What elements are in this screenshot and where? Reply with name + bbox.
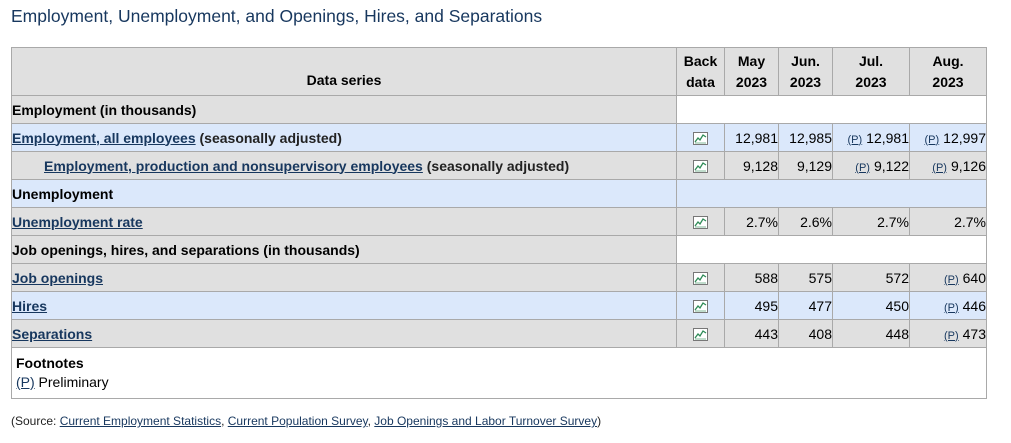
header-month-2 — [779, 48, 833, 96]
section-label: Employment (in thousands) — [12, 96, 677, 124]
chart-icon[interactable] — [693, 216, 708, 229]
value-cell — [833, 208, 910, 236]
chart-icon[interactable] — [693, 300, 708, 313]
value-cell — [910, 208, 987, 236]
table-body — [12, 96, 987, 348]
source-link-ces[interactable]: Current Employment Statistics — [59, 414, 222, 428]
value-cell — [833, 292, 910, 320]
preliminary-marker[interactable]: (P) — [924, 133, 940, 146]
section-fill — [677, 180, 987, 208]
value-cell — [910, 320, 987, 348]
header-month-label: Jul. — [858, 52, 884, 69]
section-row — [12, 180, 987, 208]
source-sep: , — [221, 414, 228, 428]
back-data-cell — [677, 292, 725, 320]
value-cell — [833, 124, 910, 152]
value-cell — [833, 152, 910, 180]
series-name-cell — [12, 152, 677, 180]
value-cell — [725, 320, 779, 348]
section-row — [12, 96, 987, 124]
value-text: 12,985 — [789, 129, 832, 146]
value-text: 2.7% — [746, 213, 778, 230]
value-text: 408 — [808, 325, 832, 342]
value-text: 2.7% — [877, 213, 909, 230]
section-fill — [677, 236, 987, 264]
value-cell — [779, 152, 833, 180]
series-qualifier: (seasonally adjusted) — [195, 129, 342, 146]
table-row — [12, 208, 987, 236]
value-text: 448 — [885, 325, 909, 342]
footnote-text: Preliminary — [34, 374, 109, 390]
table-row — [12, 264, 987, 292]
value-cell — [779, 124, 833, 152]
value-cell — [910, 152, 987, 180]
value-text: 640 — [962, 269, 986, 286]
series-name-cell — [12, 292, 677, 320]
header-back-l2: data — [686, 73, 715, 90]
header-data-series: Data series — [12, 48, 677, 96]
header-year-label: 2023 — [855, 73, 887, 90]
series-link[interactable]: Employment, production and nonsupervisory employees — [44, 157, 423, 174]
section-row — [12, 236, 987, 264]
value-text: 450 — [885, 297, 909, 314]
value-cell — [910, 264, 987, 292]
chart-icon[interactable] — [693, 160, 708, 173]
value-text: 9,128 — [742, 157, 778, 174]
series-link[interactable]: Separations — [12, 325, 93, 342]
header-back-l1: Back — [683, 52, 718, 69]
value-cell — [725, 152, 779, 180]
value-cell — [910, 292, 987, 320]
footnotes-row — [12, 348, 987, 399]
value-cell — [725, 124, 779, 152]
series-name-cell — [12, 264, 677, 292]
series-name-cell — [12, 124, 677, 152]
series-link[interactable]: Unemployment rate — [12, 213, 143, 230]
value-text: 2.6% — [800, 213, 832, 230]
section-fill — [677, 96, 987, 124]
back-data-cell — [677, 320, 725, 348]
source-link-cps[interactable]: Current Population Survey — [227, 414, 368, 428]
value-text: 446 — [962, 297, 986, 314]
source-prefix: (Source: — [11, 414, 60, 428]
header-year-label: 2023 — [735, 73, 768, 90]
value-text: 12,997 — [943, 129, 986, 146]
series-qualifier: (seasonally adjusted) — [422, 157, 570, 174]
value-text: 588 — [754, 269, 778, 286]
data-table — [11, 47, 987, 399]
header-month-1 — [725, 48, 779, 96]
value-text: 9,122 — [873, 157, 909, 174]
value-text: 443 — [754, 325, 778, 342]
value-cell — [779, 320, 833, 348]
value-text: 572 — [885, 269, 909, 286]
source-sep: , — [367, 414, 375, 428]
header-month-label: Aug. — [932, 52, 964, 69]
source-line — [11, 414, 601, 428]
source-suffix: ) — [597, 414, 602, 428]
section-label: Unemployment — [12, 180, 677, 208]
value-text: 473 — [962, 325, 986, 342]
value-text: 2.7% — [954, 213, 986, 230]
header-month-label: May — [737, 52, 766, 69]
value-text: 495 — [754, 297, 778, 314]
preliminary-marker[interactable]: (P) — [932, 161, 947, 174]
back-data-cell — [677, 124, 725, 152]
value-text: 477 — [808, 297, 832, 314]
table-row — [12, 152, 987, 180]
value-cell — [725, 208, 779, 236]
preliminary-marker[interactable]: (P) — [943, 301, 959, 314]
chart-icon[interactable] — [693, 272, 708, 285]
back-data-cell — [677, 152, 725, 180]
value-cell — [833, 320, 910, 348]
table-row — [12, 292, 987, 320]
value-cell — [725, 264, 779, 292]
back-data-cell — [677, 264, 725, 292]
value-cell — [833, 264, 910, 292]
value-text: 12,981 — [735, 129, 778, 146]
header-year-label: 2023 — [789, 73, 822, 90]
header-month-label: Jun. — [791, 52, 820, 69]
footnotes-cell — [12, 348, 987, 399]
series-link[interactable]: Job openings — [12, 269, 103, 286]
series-name-cell — [12, 320, 677, 348]
page-title: Employment, Unemployment, and Openings, Hires, and Separations — [11, 6, 543, 26]
series-link[interactable]: Employment, all employees — [12, 129, 196, 146]
value-text: 9,129 — [796, 157, 832, 174]
footnote-preliminary — [16, 372, 982, 392]
back-data-cell — [677, 208, 725, 236]
value-cell — [725, 292, 779, 320]
value-cell — [779, 208, 833, 236]
table-row — [12, 320, 987, 348]
value-text: 575 — [808, 269, 832, 286]
footnotes-title: Footnotes — [16, 355, 84, 371]
section-label: Job openings, hires, and separations (in thousands) — [12, 236, 677, 264]
value-text: 9,126 — [950, 157, 986, 174]
preliminary-marker[interactable]: (P) — [943, 329, 959, 342]
preliminary-marker[interactable]: (P) — [855, 161, 870, 174]
chart-icon[interactable] — [693, 132, 708, 145]
series-name-cell — [12, 208, 677, 236]
header-year-label: 2023 — [932, 73, 964, 90]
value-text: 12,981 — [866, 129, 909, 146]
series-link[interactable]: Hires — [12, 297, 48, 314]
header-month-4 — [910, 48, 987, 96]
value-cell — [779, 264, 833, 292]
footnote-key: (P) — [16, 374, 35, 390]
header-month-3 — [833, 48, 910, 96]
chart-icon[interactable] — [693, 328, 708, 341]
header-back-data — [677, 48, 725, 96]
value-cell — [910, 124, 987, 152]
preliminary-marker[interactable]: (P) — [943, 273, 959, 286]
source-link-jolts[interactable]: Job Openings and Labor Turnover Survey — [374, 414, 598, 428]
preliminary-marker[interactable]: (P) — [847, 133, 863, 146]
value-cell — [779, 292, 833, 320]
table-row — [12, 124, 987, 152]
header-row — [12, 48, 987, 96]
